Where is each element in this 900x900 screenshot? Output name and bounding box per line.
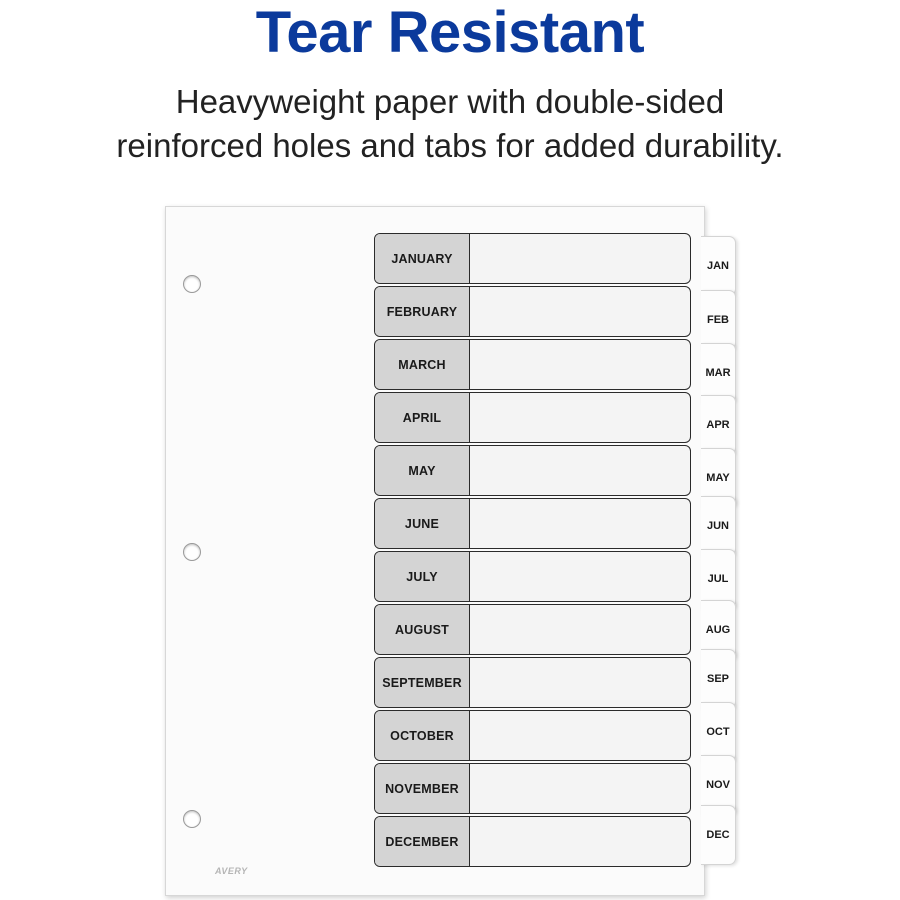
toc-row-december (374, 816, 691, 867)
toc-month-label: MARCH (375, 340, 470, 389)
toc-row-september (374, 657, 691, 708)
toc-entry-field (470, 817, 690, 866)
binder-hole-icon (183, 810, 201, 828)
toc-entry-field (470, 605, 690, 654)
toc-month-label: JANUARY (375, 234, 470, 283)
table-of-contents (374, 233, 691, 869)
binder-hole-icon (183, 275, 201, 293)
toc-row-july (374, 551, 691, 602)
divider-tabs (701, 236, 741, 864)
toc-month-label: MAY (375, 446, 470, 495)
tab-apr[interactable]: APR (701, 395, 736, 455)
toc-entry-field (470, 287, 690, 336)
headline: Tear Resistant (255, 0, 645, 65)
toc-month-label: JULY (375, 552, 470, 601)
tab-mar[interactable]: MAR (701, 343, 736, 403)
subtitle-line-2: reinforced holes and tabs for added durability. (116, 127, 784, 164)
tab-feb[interactable]: FEB (701, 290, 736, 350)
avery-logo: AVERY (215, 866, 248, 876)
toc-row-june (374, 498, 691, 549)
binder-hole-icon (183, 543, 201, 561)
tab-may[interactable]: MAY (701, 448, 736, 508)
toc-row-may (374, 445, 691, 496)
tab-aug[interactable]: AUG (701, 600, 736, 660)
tab-sep[interactable]: SEP (701, 649, 736, 709)
toc-month-label: SEPTEMBER (375, 658, 470, 707)
tab-jun[interactable]: JUN (701, 496, 736, 556)
toc-entry-field (470, 711, 690, 760)
toc-row-april (374, 392, 691, 443)
toc-month-label: OCTOBER (375, 711, 470, 760)
toc-entry-field (470, 340, 690, 389)
tab-nov[interactable]: NOV (701, 755, 736, 815)
toc-entry-field (470, 499, 690, 548)
toc-month-label: DECEMBER (375, 817, 470, 866)
toc-row-february (374, 286, 691, 337)
toc-row-march (374, 339, 691, 390)
tab-jan[interactable]: JAN (701, 236, 736, 296)
toc-month-label: JUNE (375, 499, 470, 548)
tab-oct[interactable]: OCT (701, 702, 736, 762)
toc-entry-field (470, 552, 690, 601)
toc-row-january (374, 233, 691, 284)
toc-entry-field (470, 764, 690, 813)
toc-row-august (374, 604, 691, 655)
toc-month-label: AUGUST (375, 605, 470, 654)
toc-month-label: APRIL (375, 393, 470, 442)
toc-entry-field (470, 446, 690, 495)
toc-row-october (374, 710, 691, 761)
toc-month-label: FEBRUARY (375, 287, 470, 336)
toc-row-november (374, 763, 691, 814)
toc-entry-field (470, 393, 690, 442)
toc-entry-field (470, 234, 690, 283)
subtitle-line-1: Heavyweight paper with double-sided (175, 83, 725, 120)
tab-jul[interactable]: JUL (701, 549, 736, 609)
toc-entry-field (470, 658, 690, 707)
tab-dec[interactable]: DEC (701, 805, 736, 865)
toc-month-label: NOVEMBER (375, 764, 470, 813)
